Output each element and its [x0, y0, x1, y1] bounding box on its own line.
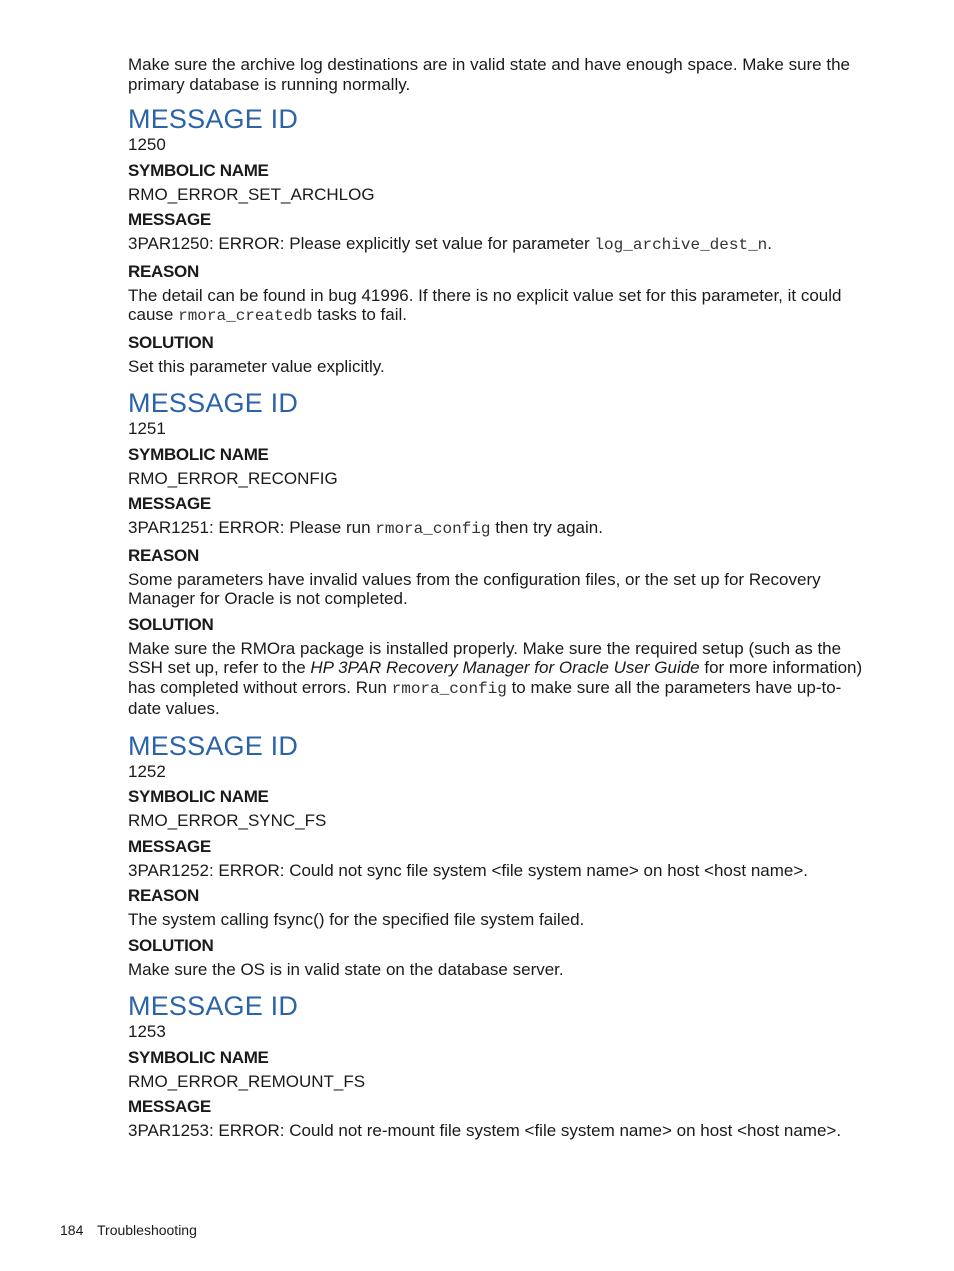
solution-text-part: Make sure the RMOra package is installed properly. Make sure the required setup (such as the SSH set up, refer to the — [128, 638, 842, 677]
message-label: MESSAGE — [128, 210, 211, 229]
reason-label: REASON — [128, 261, 199, 281]
page-number: 184 — [60, 1222, 84, 1238]
message-text-part: 3PAR1250: ERROR: Please explicitly set value for parameter — [128, 234, 595, 253]
message-entry-1253 — [128, 991, 873, 1141]
symbolic-name-label: SYMBOLIC NAME — [128, 787, 269, 806]
solution-text — [128, 639, 873, 719]
message-id-value: 1252 — [128, 761, 166, 781]
message-id-heading: MESSAGE ID — [128, 730, 299, 761]
message-id-value: 1250 — [128, 135, 166, 154]
message-id-heading: MESSAGE ID — [128, 388, 299, 418]
solution-label: SOLUTION — [128, 332, 214, 352]
symbolic-name-label: SYMBOLIC NAME — [128, 444, 269, 464]
guide-title: HP 3PAR Recovery Manager for Oracle User Guide — [310, 658, 700, 677]
message-id-heading: MESSAGE ID — [128, 104, 299, 134]
message-id-value: 1251 — [128, 419, 166, 438]
message-label: MESSAGE — [128, 494, 211, 513]
reason-text-part: The detail can be found in bug 41996. If there is no explicit value set for this parameter, it could cause — [128, 285, 842, 324]
reason-text-part: tasks to fail. — [312, 305, 407, 324]
symbolic-name-value: RMO_ERROR_SYNC_FS — [128, 811, 327, 830]
message-id-heading: MESSAGE ID — [128, 991, 299, 1021]
parameter-code: log_archive_dest_n — [594, 236, 768, 254]
solution-text: Set this parameter value explicitly. — [128, 356, 385, 376]
message-id-value: 1253 — [128, 1022, 166, 1041]
message-text-part: 3PAR1251: ERROR: Please run — [128, 518, 376, 537]
message-label: MESSAGE — [128, 836, 211, 856]
footer-section-title: Troubleshooting — [97, 1222, 197, 1238]
symbolic-name-label: SYMBOLIC NAME — [128, 160, 269, 180]
document-page — [128, 55, 873, 1153]
message-text: 3PAR1253: ERROR: Could not re-mount file system <file system name> on host <host name>. — [128, 1121, 842, 1140]
command-code: rmora_config — [375, 520, 491, 538]
command-code: rmora_config — [391, 679, 507, 698]
reason-text: The system calling fsync() for the specified file system failed. — [128, 910, 585, 929]
message-text: 3PAR1252: ERROR: Could not sync file system <file system name> on host <host name>. — [128, 860, 809, 880]
reason-label: REASON — [128, 545, 199, 565]
solution-text-part: to make sure all the parameters have up-to-date values. — [128, 677, 842, 718]
message-text — [128, 234, 873, 256]
solution-label: SOLUTION — [128, 935, 214, 955]
message-entry-1252 — [128, 731, 873, 980]
message-label: MESSAGE — [128, 1097, 211, 1116]
reason-label: REASON — [128, 886, 199, 905]
page-footer — [60, 1222, 207, 1238]
symbolic-name-value: RMO_ERROR_REMOUNT_FS — [128, 1071, 366, 1091]
message-text-part: then try again. — [490, 518, 603, 537]
message-text — [128, 518, 873, 540]
symbolic-name-value: RMO_ERROR_SET_ARCHLOG — [128, 184, 375, 204]
solution-text: Make sure the OS is in valid state on the database server. — [128, 959, 564, 979]
intro-paragraph: Make sure the archive log destinations are in valid state and have enough space. Make sure the primary database is running normally. — [128, 55, 850, 94]
solution-text-part: for more information) has completed without errors. Run — [128, 658, 863, 697]
reason-text: Some parameters have invalid values from the configuration files, or the set up for Recovery Manager for Oracle is not completed. — [128, 569, 821, 608]
message-text-part: . — [767, 234, 773, 253]
solution-label: SOLUTION — [128, 614, 214, 634]
symbolic-name-label: SYMBOLIC NAME — [128, 1047, 269, 1067]
message-entry-1250 — [128, 104, 873, 376]
reason-text — [128, 286, 873, 327]
command-code: rmora_createdb — [178, 307, 313, 325]
symbolic-name-value: RMO_ERROR_RECONFIG — [128, 468, 338, 488]
message-entry-1251 — [128, 388, 873, 719]
